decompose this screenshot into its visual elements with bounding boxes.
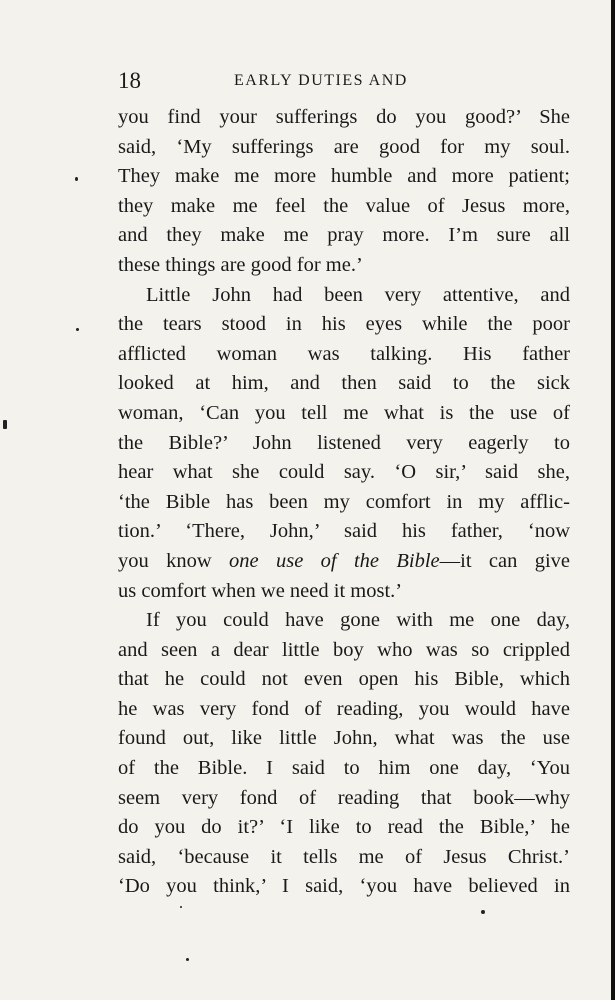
ink-speck (76, 328, 79, 331)
text-line: ‘Do you think,’ I said, ‘you have believed in (118, 875, 570, 898)
text-line: found out, like little John, what was the use (118, 727, 570, 750)
text-line: woman, ‘Can you tell me what is the use of (118, 401, 570, 424)
text-line: the tears stood in his eyes while the poor (118, 313, 570, 336)
text-line: of the Bible. I said to him one day, ‘You (118, 757, 570, 780)
text-line: and they make me pray more. I’m sure all (118, 224, 570, 247)
text-segment: you know (118, 549, 230, 572)
ink-speck (186, 958, 189, 961)
text-line: If you could have gone with me one day, (146, 609, 570, 632)
text-line: They make me more humble and more patient; (118, 165, 570, 188)
text-line: that he could not even open his Bible, which (118, 668, 570, 691)
text-line: they make me feel the value of Jesus more, (118, 194, 570, 217)
text-line: tion.’ ‘There, John,’ said his father, ‘now (118, 520, 570, 543)
page-header (118, 66, 570, 96)
text-line: said, ‘because it tells me of Jesus Christ.’ (118, 845, 570, 868)
text-line: hear what she could say. ‘O sir,’ said she, (118, 461, 570, 484)
text-line: do you do it?’ ‘I like to read the Bible,’ he (118, 816, 570, 839)
page-edge (611, 0, 615, 1000)
text-line: these things are good for me.’ (118, 253, 363, 276)
text-line (118, 547, 570, 577)
body-text (118, 103, 570, 902)
text-line: ‘the Bible has been my comfort in my afflic- (118, 490, 570, 513)
text-line: seem very fond of reading that book—why (118, 786, 570, 809)
ink-speck (3, 420, 7, 429)
text-line: and seen a dear little boy who was so crippled (118, 638, 570, 661)
running-head: EARLY DUTIES AND (234, 72, 408, 89)
text-line: looked at him, and then said to the sick (118, 372, 570, 395)
text-line: afflicted woman was talking. His father (118, 342, 570, 365)
text-line: you find your sufferings do you good?’ She (118, 106, 570, 128)
ink-speck (481, 910, 485, 914)
text-line: Little John had been very attentive, and (146, 283, 570, 306)
text-line: us comfort when we need it most.’ (118, 579, 403, 602)
ink-speck (180, 906, 182, 908)
text-line: the Bible?’ John listened very eagerly to (118, 431, 570, 454)
page-number: 18 (118, 68, 141, 93)
italic-phrase: one use of the Bible (229, 549, 440, 572)
text-line: said, ‘My sufferings are good for my soul. (118, 135, 570, 158)
ink-speck (75, 177, 78, 181)
text-line: he was very fond of reading, you would have (118, 697, 570, 720)
text-segment: —it can give (439, 549, 570, 572)
